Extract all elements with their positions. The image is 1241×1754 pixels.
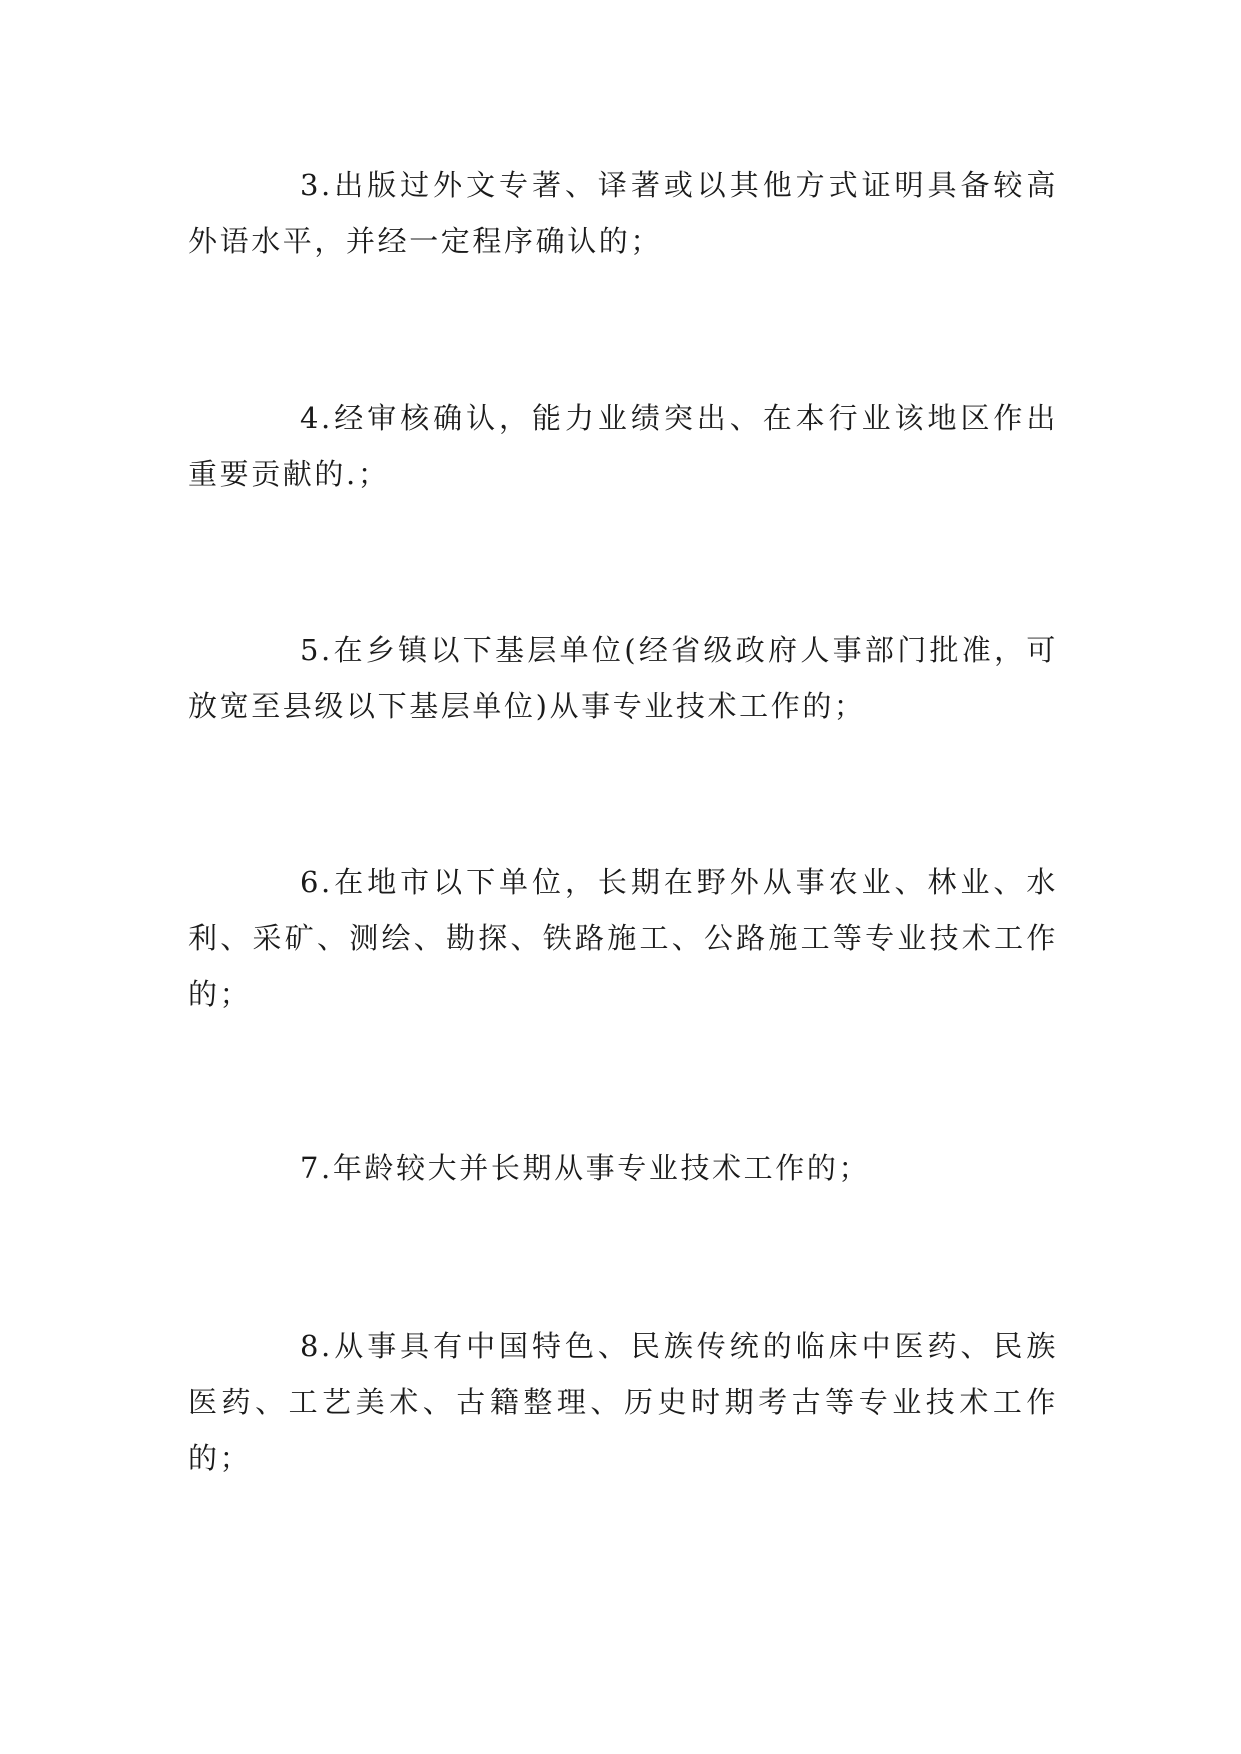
paragraph-item-6: 6.在地市以下单位，长期在野外从事农业、林业、水利、采矿、测绘、勘探、铁路施工、公路施工等专业技术工作的； bbox=[188, 865, 1058, 1011]
paragraph-item-4: 4.经审核确认，能力业绩突出、在本行业该地区作出重要贡献的.； bbox=[188, 401, 1058, 491]
paragraph-item-5: 5.在乡镇以下基层单位(经省级政府人事部门批准，可放宽至县级以下基层单位)从事专业技术工作的； bbox=[188, 633, 1058, 723]
paragraph-item-3: 3.出版过外文专著、译著或以其他方式证明具备较高外语水平，并经一定程序确认的； bbox=[188, 168, 1058, 258]
paragraph-item-8: 8.从事具有中国特色、民族传统的临床中医药、民族医药、工艺美术、古籍整理、历史时期考古等专业技术工作的； bbox=[188, 1329, 1058, 1475]
paragraph-item-7: 7.年龄较大并长期从事专业技术工作的； bbox=[300, 1151, 871, 1185]
